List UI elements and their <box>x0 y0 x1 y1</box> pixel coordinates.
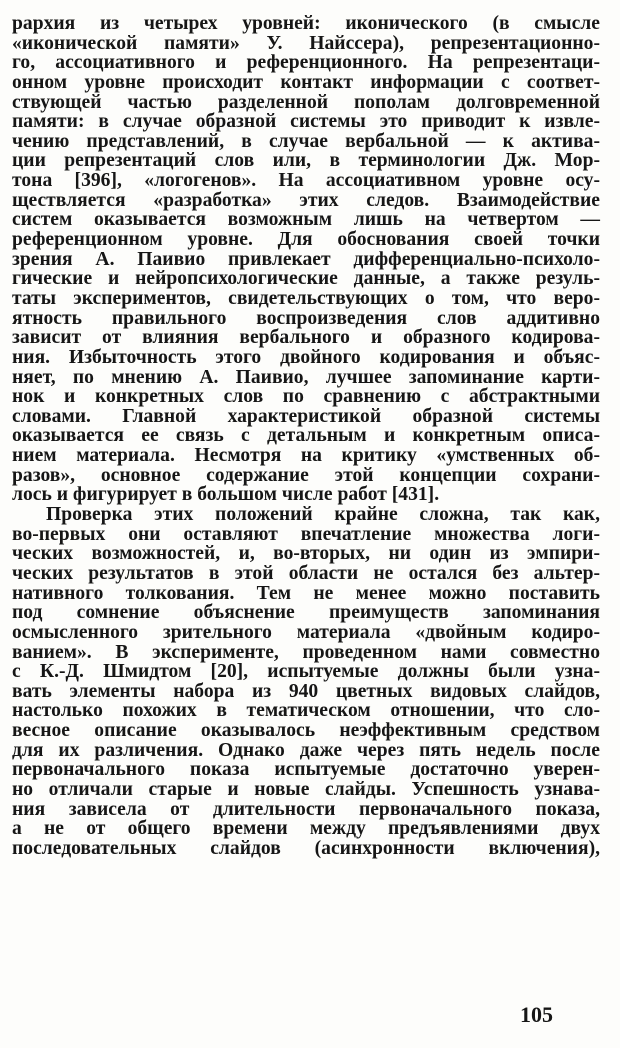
text-line: референционном уровне. Для обоснования своей точки <box>12 229 600 251</box>
text-line: словами. Главной характеристикой образной системы <box>12 405 600 427</box>
text-line: с К.-Д. Шмидтом [20], испытуемые должны были узна- <box>12 661 600 683</box>
text-line: «иконической памяти» У. Найссера), репрезентационно- <box>12 32 600 54</box>
text-line: весное описание оказывалось неэффективным средством <box>12 720 600 742</box>
text-line: ческих возможностей, и, во-вторых, ни один из эмпири- <box>12 543 600 565</box>
text-line: вать элементы набора из 940 цветных видовых слайдов, <box>12 680 600 702</box>
text-line: Проверка этих положений крайне сложна, так как, <box>46 504 600 526</box>
text-line: онном уровне происходит контакт информации с соответ- <box>12 71 600 93</box>
text-line: лось и фигурирует в большом числе работ [431]. <box>12 484 440 506</box>
text-line: а не от общего времени между предъявлениями двух <box>12 818 600 840</box>
text-line: тона [396], «логогенов». На ассоциативном уровне осу- <box>12 170 600 192</box>
text-line: для их различения. Однако даже через пять недель после <box>12 739 600 761</box>
text-line: первоначального показа испытуемые достаточно уверен- <box>12 759 600 781</box>
paragraph-2 <box>12 505 600 859</box>
text-line: ния зависела от длительности первоначального показа, <box>12 798 600 820</box>
text-line: но отличали старые и новые слайды. Успешность узнава- <box>12 778 600 800</box>
text-line: памяти: в случае образной системы это приводит к извле- <box>12 111 600 133</box>
text-line: чению представлений, в случае вербальной — к активa- <box>12 130 600 152</box>
text-line: ществляется «разработка» этих следов. Взаимодействие <box>12 189 600 211</box>
paragraph-1 <box>12 14 600 505</box>
text-line: во-первых они оставляют впечатление множества логи- <box>12 523 600 545</box>
text-line: под сомнение объяснение преимуществ запоминания <box>12 602 600 624</box>
page-number: 105 <box>520 1002 553 1027</box>
text-line: ции репрезентаций слов или, в терминологии Дж. Мор- <box>12 150 600 172</box>
text-line: осмысленного зрительного материала «двойным кодиро- <box>12 621 600 643</box>
body-text <box>12 14 600 859</box>
text-line: настолько похожих в тематическом отношении, что сло- <box>12 700 600 722</box>
text-line: рархия из четырех уровней: иконического (в смысле <box>12 13 600 34</box>
text-line: оказывается ее связь с детальным и конкретным описа- <box>12 425 600 447</box>
text-line: нием материала. Несмотря на критику «умственных об- <box>12 445 600 467</box>
text-line: го, ассоциативного и референционного. На репрезентаци- <box>12 52 600 74</box>
text-line: таты экспериментов, свидетельствующих о том, что веро- <box>12 287 600 309</box>
text-line: ванием». В эксперименте, проведенном нами совместно <box>12 641 600 663</box>
text-line: систем оказывается возможным лишь на четвертом — <box>12 209 600 231</box>
text-line: нативного толкования. Тем не менее можно поставить <box>12 582 600 604</box>
text-line: последовательных слайдов (асинхронности включения), <box>12 837 600 859</box>
text-line: ческих результатов в этой области не остался без альтер- <box>12 562 600 584</box>
text-line: ния. Избыточность этого двойного кодирования и объяс- <box>12 346 600 368</box>
text-line: ятность правильного воспроизведения слов аддитивно <box>12 307 600 329</box>
text-line: зрения А. Паивио привлекает дифференциально-психоло- <box>12 248 600 270</box>
text-line: разов», основное содержание этой концепции сохрани- <box>12 464 600 486</box>
text-line: зависит от влияния вербального и образного кодирова- <box>12 327 600 349</box>
text-line: гические и нейропсихологические данные, а также резуль- <box>12 268 600 290</box>
text-line: ствующей частью разделенной пополам долговременной <box>12 91 600 113</box>
text-line: нок и конкретных слов по сравнению с абстрактными <box>12 386 600 408</box>
text-line: няет, по мнению А. Паивио, лучшее запоминание карти- <box>12 366 600 388</box>
